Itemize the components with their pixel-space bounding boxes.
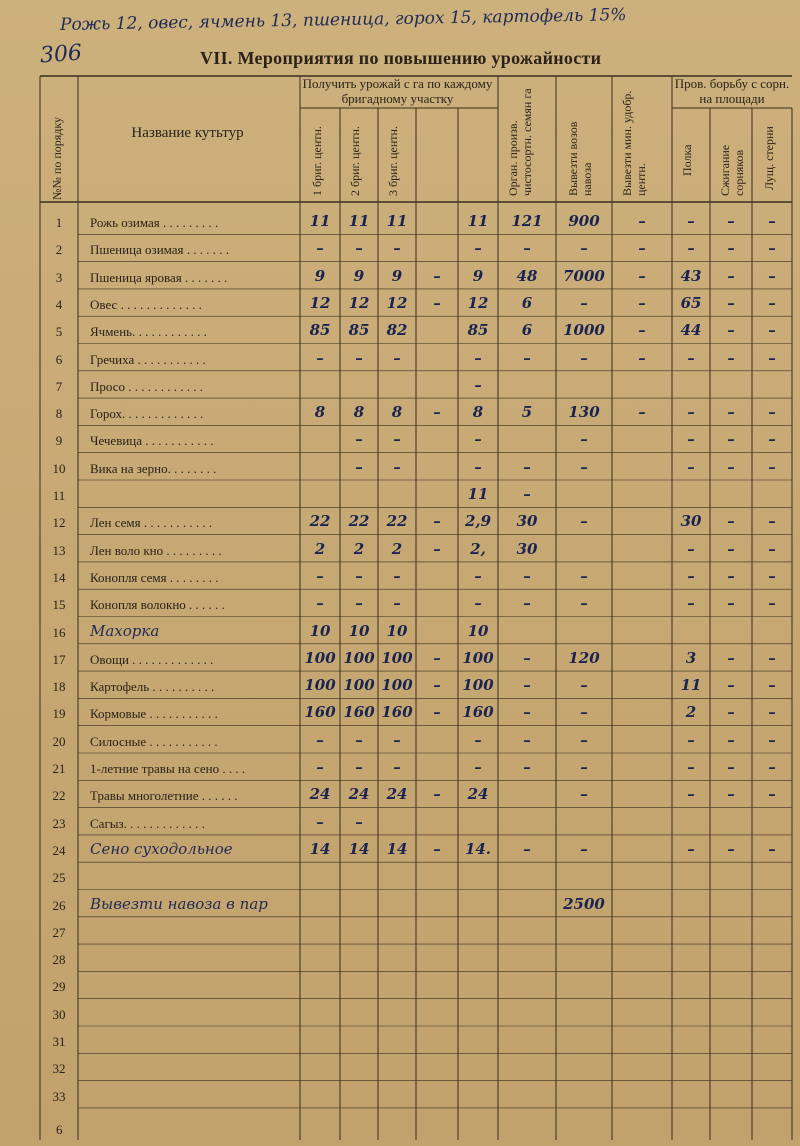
table-cell: –	[355, 457, 363, 476]
table-cell: 30	[516, 539, 538, 558]
table-cell: 24	[467, 785, 489, 804]
table-cell: –	[768, 512, 776, 531]
table-cell: 11	[467, 485, 489, 503]
table-cell: 12	[309, 293, 331, 312]
table-cell: –	[727, 348, 735, 367]
table-cell: 44	[680, 321, 702, 340]
table-cell: –	[316, 594, 324, 613]
table-cell: 24	[386, 785, 408, 804]
row-number: 21	[52, 761, 66, 776]
table-cell: 2,9	[464, 512, 492, 531]
table-cell: –	[687, 348, 695, 367]
crop-name: Кормовые . . . . . . . . . . .	[90, 706, 218, 722]
table-cell: 30	[516, 512, 538, 531]
table-cell: –	[768, 430, 776, 449]
table-cell: –	[316, 730, 324, 749]
table-cell: –	[355, 812, 363, 831]
table-cell: 65	[680, 293, 702, 312]
table-cell: –	[768, 758, 776, 776]
table-cell: –	[768, 266, 776, 285]
table-cell: 2	[353, 539, 365, 558]
table-cell: –	[393, 239, 401, 258]
table-cell: –	[316, 239, 324, 258]
row-number: 8	[55, 406, 63, 422]
table-cell: –	[474, 566, 482, 585]
row-number: 23	[52, 815, 66, 831]
crop-name: Рожь озимая . . . . . . . . .	[90, 215, 219, 230]
table-cell: –	[727, 457, 735, 476]
table-cell: 12	[467, 293, 489, 312]
table-cell: –	[638, 293, 646, 312]
table-cell: –	[687, 785, 695, 804]
table-cell: –	[768, 321, 776, 340]
table-cell: 100	[462, 648, 494, 667]
crop-name: Вывезти навоза в пар	[90, 894, 268, 913]
table-cell: 160	[462, 703, 494, 722]
table-cell: –	[687, 212, 695, 230]
table-cell: 900	[568, 212, 600, 230]
table-cell: –	[433, 403, 441, 422]
table-cell: 160	[381, 703, 413, 722]
table-cell: –	[768, 703, 776, 722]
table-cell: –	[638, 266, 646, 285]
table-cell: –	[474, 430, 482, 449]
table-cell: 24	[348, 785, 370, 804]
table-cell: –	[474, 348, 482, 367]
table-cell: 11	[386, 212, 408, 230]
table-cell: 6	[521, 293, 533, 312]
table-cell: –	[727, 676, 735, 695]
table-cell: –	[638, 239, 646, 258]
table-cell: 9	[353, 266, 365, 285]
table-cell: –	[474, 594, 482, 613]
table-cell: –	[768, 457, 776, 476]
table-cell: 10	[386, 621, 408, 640]
table-cell: –	[768, 293, 776, 312]
crop-name: Овес . . . . . . . . . . . . .	[90, 296, 202, 312]
row-number: 28	[52, 952, 66, 968]
table-cell: 8	[472, 403, 484, 422]
table-cell: –	[638, 348, 646, 367]
table-cell: –	[768, 566, 776, 585]
header-weed-group: Пров. борьбу с сорн. на площади	[674, 76, 790, 106]
crop-name: Гречиха . . . . . . . . . . .	[90, 351, 206, 367]
table-cell: 2	[314, 539, 326, 558]
table-cell: –	[433, 512, 441, 531]
crop-name: Пшеница озимая . . . . . . .	[90, 242, 230, 258]
crop-name: 1-летние травы на сено . . . .	[90, 761, 246, 776]
row-number: 2	[55, 242, 63, 258]
crop-name: Сагыз. . . . . . . . . . . . .	[90, 815, 205, 831]
header-brigade-3: 3 бриг. центн.	[386, 126, 400, 196]
table-cell: 14	[309, 839, 331, 858]
table-cell: 85	[309, 321, 331, 340]
table-cell: 10	[467, 621, 489, 640]
table-cell: –	[638, 321, 646, 340]
header-brigade-2: 2 бриг. центн.	[348, 126, 362, 196]
table-cell: –	[580, 703, 588, 722]
table-cell: 8	[391, 403, 403, 422]
header-crop-name: Название кутьтур	[131, 125, 244, 141]
table-cell: –	[580, 758, 588, 776]
table-cell: –	[523, 676, 531, 695]
row-number: 26	[52, 897, 66, 913]
table-cell: –	[433, 266, 441, 285]
row-number: 12	[52, 515, 66, 531]
table-cell: –	[523, 648, 531, 667]
table-cell: 30	[680, 512, 702, 531]
handwritten-archive-number: 306	[39, 40, 83, 69]
table-cell: 160	[304, 703, 336, 722]
table-cell: –	[687, 730, 695, 749]
table-cell: –	[768, 403, 776, 422]
table-cell: 160	[343, 703, 375, 722]
table-cell: –	[393, 758, 401, 776]
table-cell: –	[687, 430, 695, 449]
table-cell: 100	[462, 676, 494, 695]
table-cell: –	[727, 212, 735, 230]
table-cell: 10	[309, 621, 331, 640]
header-brigade-1: 1 бриг. центн.	[310, 126, 324, 196]
table-cell: –	[768, 839, 776, 858]
row-number: 25	[52, 870, 66, 886]
table-cell: 22	[348, 512, 370, 531]
table-cell: –	[727, 594, 735, 613]
crop-name: Лен воло кно . . . . . . . . .	[90, 542, 222, 558]
table-cell: –	[474, 375, 482, 394]
table-cell: –	[474, 758, 482, 776]
header-organic-seed: Орган. произв. чистосортн. семян га	[506, 88, 534, 196]
header-burning-weeds: Сжигание сорняков	[718, 144, 746, 196]
table-cell: –	[727, 266, 735, 285]
row-number: 5	[55, 324, 63, 340]
table-cell: –	[355, 348, 363, 367]
table-cell: –	[727, 430, 735, 449]
table-cell: –	[393, 348, 401, 367]
table-cell: –	[393, 430, 401, 449]
table-cell: –	[687, 758, 695, 776]
table-cell: –	[580, 239, 588, 258]
table-cell: –	[316, 566, 324, 585]
table-cell: –	[727, 730, 735, 749]
table-cell: –	[393, 566, 401, 585]
row-number: 11	[52, 488, 66, 503]
row-number: 1	[55, 215, 63, 230]
table-cell: 121	[511, 212, 543, 230]
table-cell: 120	[568, 648, 600, 667]
table-cell: –	[727, 703, 735, 722]
row-number: 32	[52, 1061, 66, 1077]
row-number: 7	[55, 378, 63, 394]
table-cell: –	[580, 457, 588, 476]
table-cell: –	[727, 321, 735, 340]
table-cell: 11	[309, 212, 331, 230]
crop-name: Просо . . . . . . . . . . . .	[90, 378, 203, 394]
table-cell: 2	[391, 539, 403, 558]
table-cell: –	[316, 758, 324, 776]
table-cell: 9	[314, 266, 326, 285]
table-cell: 6	[521, 321, 533, 340]
table-cell: –	[580, 676, 588, 695]
row-number: 4	[55, 296, 63, 312]
table-cell: –	[768, 539, 776, 558]
table-cell: –	[768, 676, 776, 695]
table-cell: 22	[309, 512, 331, 531]
row-number: 13	[52, 542, 66, 558]
table-cell: –	[393, 457, 401, 476]
row-number: 19	[52, 706, 66, 722]
table-cell: –	[687, 839, 695, 858]
row-number: 33	[52, 1088, 66, 1104]
table-cell: 100	[304, 676, 336, 695]
table-cell: 85	[348, 321, 370, 340]
table-cell: 130	[568, 403, 600, 422]
row-number: 24	[52, 842, 66, 858]
table-cell: –	[727, 403, 735, 422]
crop-name: Конопля волокно . . . . . .	[90, 597, 225, 613]
table-cell: 2500	[563, 894, 605, 913]
table-cell: 22	[386, 512, 408, 531]
header-stubble: Лущ. стерни	[762, 126, 776, 190]
table-cell: –	[580, 512, 588, 531]
header-yield-group: Получить урожай с га по каждому бригадному участку	[302, 76, 493, 106]
header-weeding: Полка	[680, 144, 694, 176]
table-cell: 8	[353, 403, 365, 422]
table-cell: –	[523, 703, 531, 722]
table-cell: 48	[516, 266, 538, 285]
table-cell: –	[768, 348, 776, 367]
table-cell: –	[727, 785, 735, 804]
table-cell: 1000	[563, 321, 605, 340]
table-cell: –	[768, 785, 776, 804]
table-cell: 11	[680, 676, 702, 695]
table-cell: 10	[348, 621, 370, 640]
table-cell: –	[355, 430, 363, 449]
table-cell: 14	[348, 839, 370, 858]
row-number: 14	[52, 569, 66, 585]
table-cell: –	[355, 566, 363, 585]
table-cell: –	[523, 348, 531, 367]
table-cell: –	[727, 539, 735, 558]
table-cell: –	[433, 785, 441, 804]
table-cell: –	[355, 758, 363, 776]
table-cell: 11	[348, 212, 370, 230]
crop-name: Лен семя . . . . . . . . . . .	[90, 515, 213, 531]
table-cell: –	[580, 839, 588, 858]
table-cell: 11	[467, 212, 489, 230]
row-number: 18	[52, 679, 66, 695]
table-cell: –	[727, 758, 735, 776]
crop-name: Конопля семя . . . . . . . .	[90, 569, 219, 585]
table-cell: –	[474, 239, 482, 258]
table-cell: 9	[391, 266, 403, 285]
crop-name: Сено суходольное	[90, 839, 233, 858]
table-cell: 2,	[470, 539, 486, 558]
table-cell: –	[580, 430, 588, 449]
table-cell: 3	[685, 648, 697, 667]
table-cell: 12	[348, 293, 370, 312]
row-number: 22	[52, 788, 66, 804]
table-cell: –	[474, 730, 482, 749]
table-cell: 9	[472, 266, 484, 285]
table-cell: –	[727, 648, 735, 667]
crop-name: Травы многолетние . . . . . .	[90, 788, 238, 804]
row-number: 9	[55, 433, 63, 449]
header-row-number: №№ по порядку	[50, 116, 64, 200]
table-cell: –	[316, 812, 324, 831]
table-cell: –	[523, 758, 531, 776]
table-cell: –	[727, 566, 735, 585]
table-cell: 2	[685, 703, 697, 722]
row-number: 15	[52, 597, 66, 613]
table-cell: –	[580, 785, 588, 804]
table-cell: –	[523, 566, 531, 585]
row-number: 3	[55, 269, 63, 285]
table-cell: 43	[680, 266, 702, 285]
table-cell: –	[433, 703, 441, 722]
row-number: 27	[52, 924, 66, 940]
table-cell: –	[768, 730, 776, 749]
table-cell: –	[768, 594, 776, 613]
row-number: 16	[52, 624, 66, 640]
page-title: VII. Мероприятия по повышению урожайности	[200, 48, 602, 68]
header-mineral-fertilizer: Вывезти мин. удобр. центн.	[620, 90, 648, 196]
table-cell: 5	[521, 403, 533, 422]
table-cell: –	[393, 730, 401, 749]
crop-name: Махорка	[90, 621, 160, 640]
table-cell: –	[580, 348, 588, 367]
table-cell: 85	[467, 321, 489, 340]
table-cell: 82	[386, 321, 408, 340]
crop-name: Пшеница яровая . . . . . . .	[90, 269, 228, 285]
table-cell: 8	[314, 403, 326, 422]
crop-name: Вика на зерно. . . . . . . .	[90, 460, 217, 476]
table-cell: –	[687, 594, 695, 613]
table-cell: –	[523, 839, 531, 858]
table-cell: 7000	[563, 266, 605, 285]
table-cell: –	[393, 594, 401, 613]
table-cell: –	[727, 293, 735, 312]
crop-name: Горох. . . . . . . . . . . . .	[90, 406, 204, 422]
table-cell: –	[523, 239, 531, 258]
table-cell: 14.	[464, 839, 492, 858]
table-cell: 14	[386, 839, 408, 858]
table-cell: –	[355, 594, 363, 613]
table-cell: –	[727, 239, 735, 258]
row-number: 30	[52, 1006, 66, 1022]
crop-name: Ячмень. . . . . . . . . . . .	[90, 324, 207, 340]
table-cell: 100	[304, 648, 336, 667]
table-cell: –	[638, 212, 646, 230]
table-cell: –	[727, 839, 735, 858]
table-cell: –	[433, 676, 441, 695]
table-cell: –	[523, 485, 531, 503]
crop-name: Чечевица . . . . . . . . . . .	[90, 433, 214, 449]
row-number: 31	[52, 1034, 66, 1049]
crop-name: Картофель . . . . . . . . . .	[90, 679, 215, 695]
table-cell: –	[433, 839, 441, 858]
crop-name: Овощи . . . . . . . . . . . . .	[90, 651, 214, 667]
table-cell: 100	[381, 648, 413, 667]
table-cell: –	[768, 239, 776, 258]
table-cell: –	[580, 566, 588, 585]
table-cell: –	[768, 648, 776, 667]
handwritten-top-note: Рожь 12, овес, ячмень 13, пшеница, горох 15, картофель 15%	[59, 5, 627, 35]
table-cell: –	[433, 539, 441, 558]
table-cell: –	[355, 239, 363, 258]
page-number: 6	[56, 1122, 63, 1137]
table-cell: –	[316, 348, 324, 367]
table-cell: –	[768, 212, 776, 230]
table-cell: –	[687, 239, 695, 258]
table-cell: –	[474, 457, 482, 476]
table-cell: –	[523, 594, 531, 613]
table-cell: 24	[309, 785, 331, 804]
crop-name: Силосные . . . . . . . . . . .	[90, 733, 218, 749]
table-cell: –	[580, 594, 588, 613]
row-number: 10	[52, 460, 66, 476]
table-cell: –	[687, 539, 695, 558]
table-cell: –	[580, 730, 588, 749]
table-cell: –	[727, 512, 735, 531]
row-number: 29	[52, 979, 66, 995]
table-cell: –	[687, 457, 695, 476]
table-cell: 100	[343, 676, 375, 695]
table-cell: –	[687, 403, 695, 422]
table-cell: 12	[386, 293, 408, 312]
header-manure: Вывезти возов навоза	[566, 121, 594, 196]
table-cell: –	[523, 730, 531, 749]
table-cell: –	[523, 457, 531, 476]
table-cell: –	[355, 730, 363, 749]
table-cell: –	[433, 648, 441, 667]
table-cell: 100	[381, 676, 413, 695]
table-cell: –	[580, 293, 588, 312]
table-cell: 100	[343, 648, 375, 667]
table-cell: –	[687, 566, 695, 585]
row-number: 20	[52, 733, 66, 749]
table-cell: –	[433, 293, 441, 312]
row-number: 17	[52, 651, 66, 667]
row-number: 6	[55, 351, 63, 367]
table-cell: –	[638, 403, 646, 422]
